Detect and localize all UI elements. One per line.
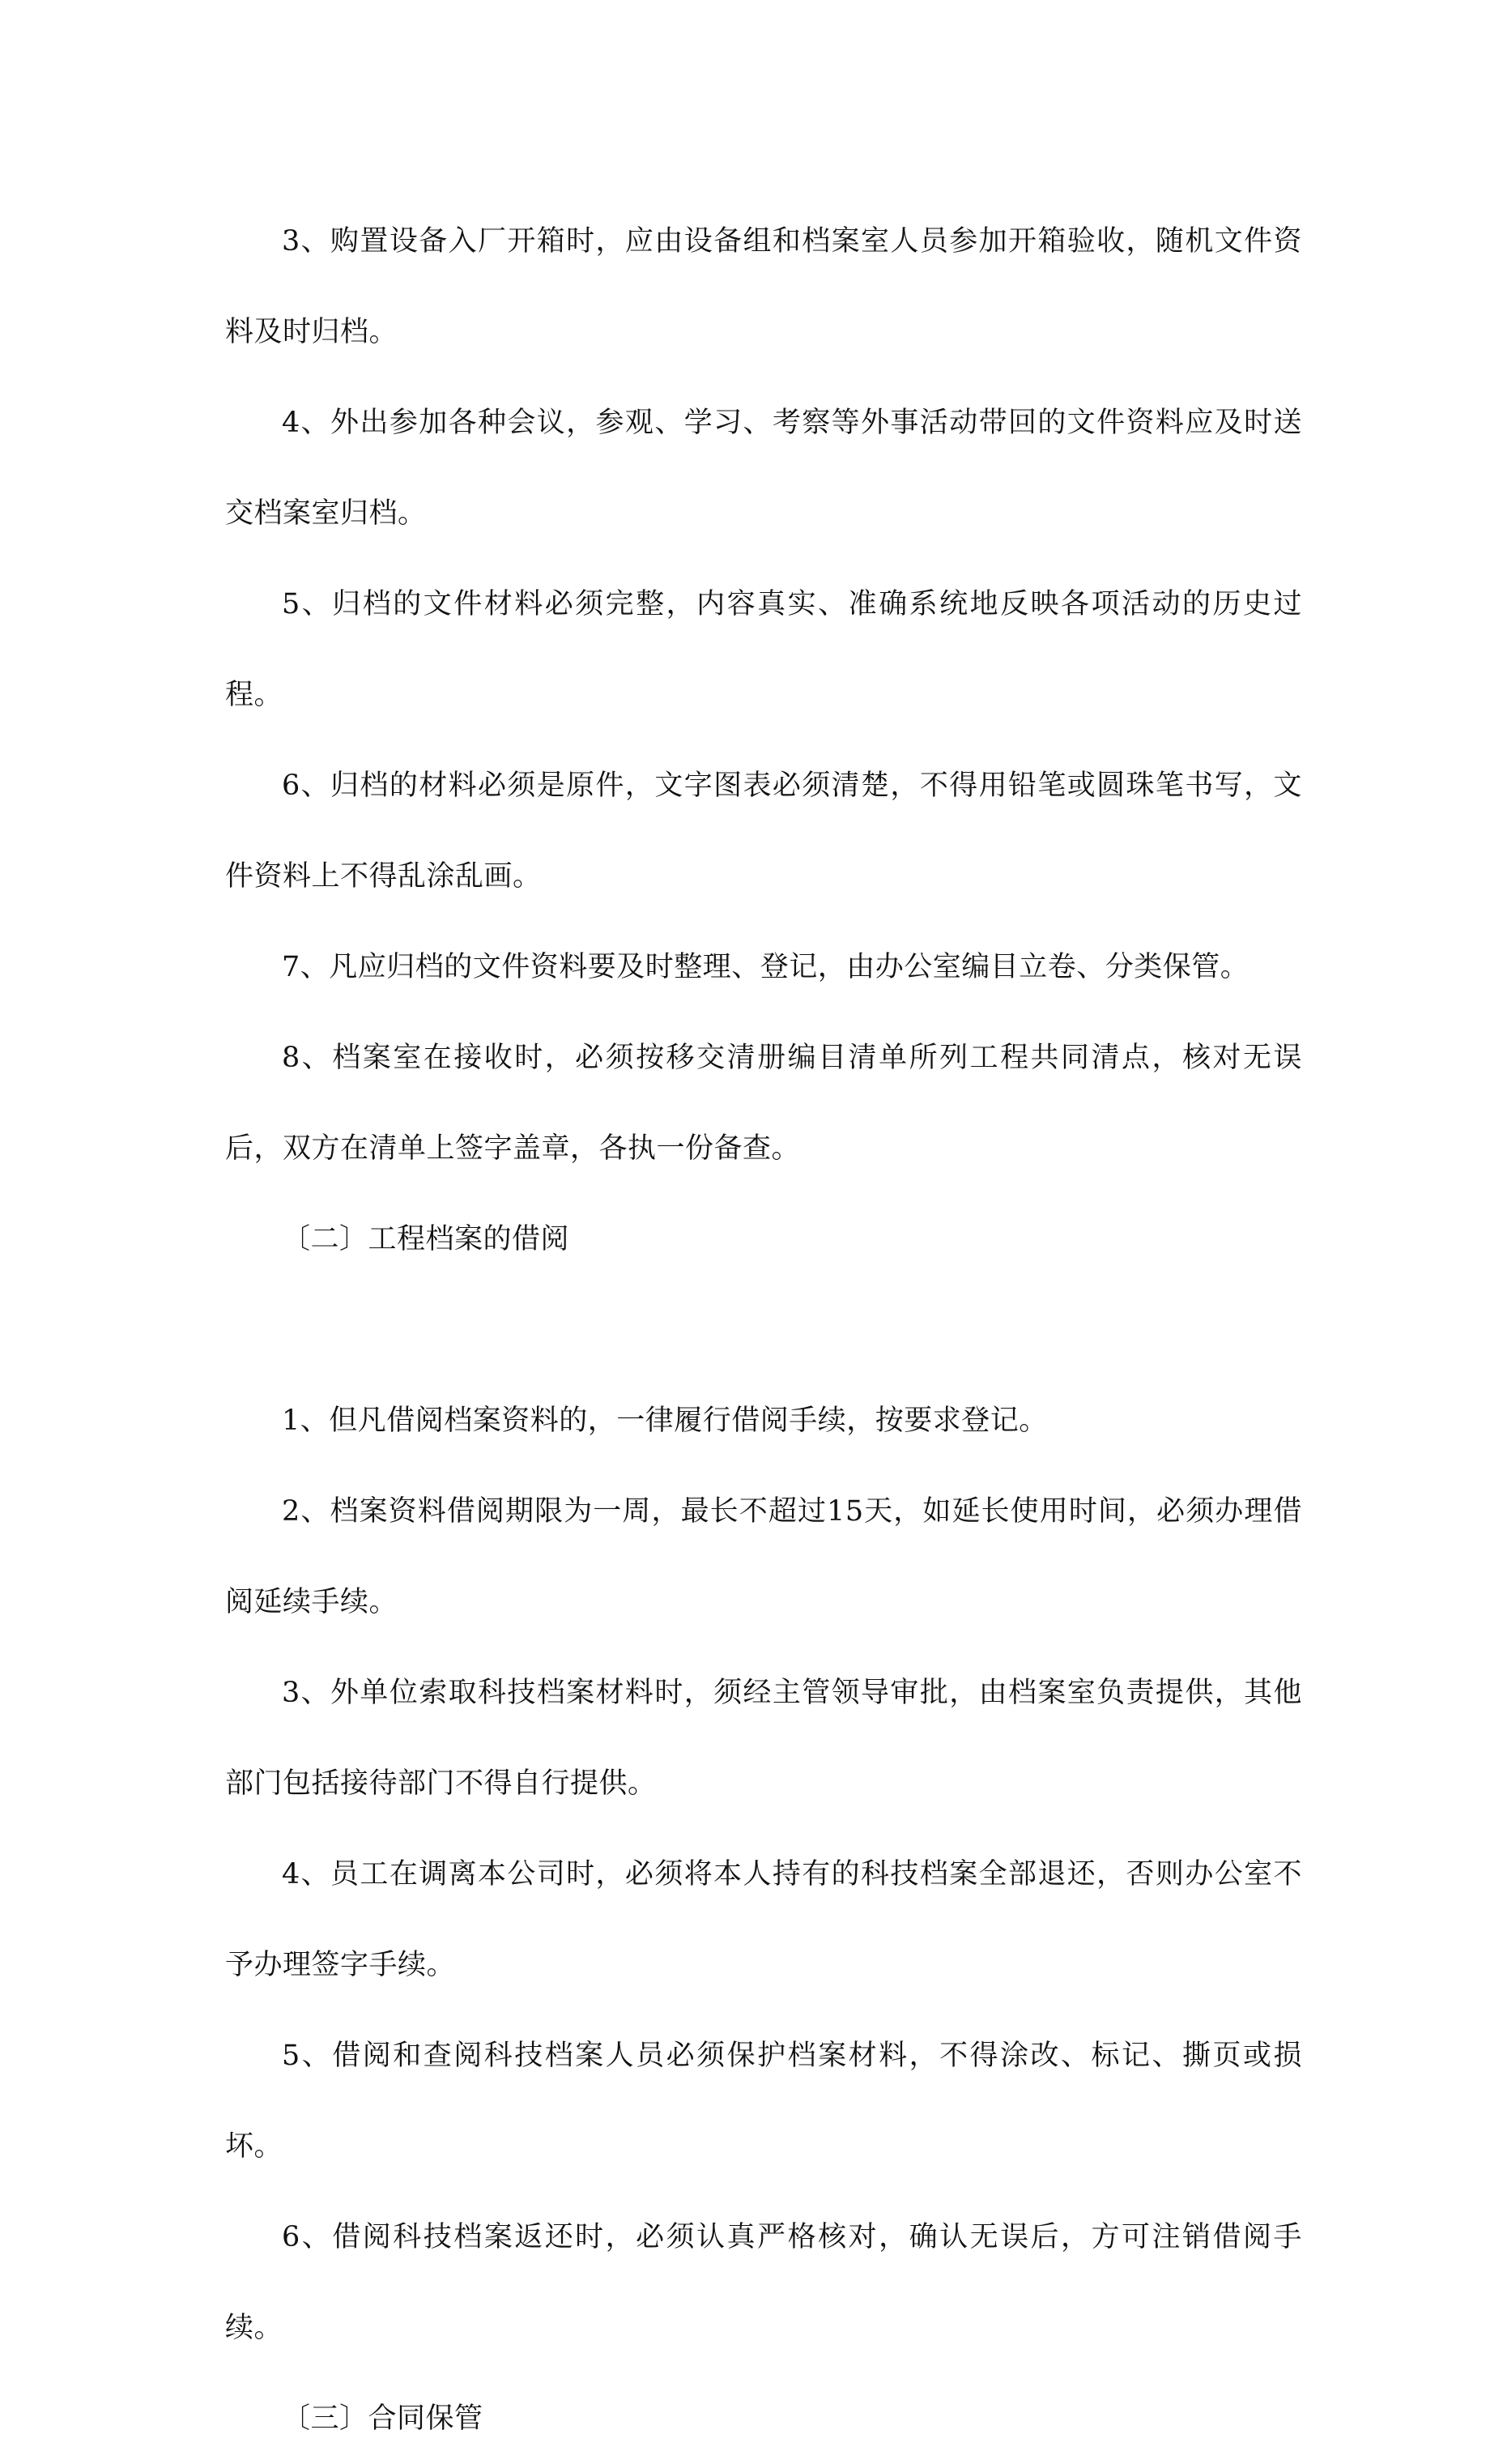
paragraph-item-8: 8、档案室在接收时，必须按移交清册编目清单所列工程共同清点，核对无误后，双方在清单上签字盖章，各执一份备查。 <box>225 1042 1302 1165</box>
borrowing-item-4: 4、员工在调离本公司时，必须将本人持有的科技档案全部退还，否则办公室不予办理签字手续。 <box>225 1858 1302 1981</box>
paragraph-item-4: 4、外出参加各种会议，参观、学习、考察等外事活动带回的文件资料应及时送交档案室归档。 <box>225 407 1302 530</box>
section-heading-contract: 〔三〕合同保管 <box>282 2402 483 2435</box>
borrowing-item-5: 5、借阅和查阅科技档案人员必须保护档案材料，不得涂改、标记、撕页或损坏。 <box>225 2040 1302 2163</box>
section-heading-borrowing: 〔二〕工程档案的借阅 <box>282 1223 570 1255</box>
paragraph-item-7: 7、凡应归档的文件资料要及时整理、登记，由办公室编目立卷、分类保管。 <box>282 951 1249 983</box>
document-body <box>225 196 1302 2464</box>
borrowing-item-1: 1、但凡借阅档案资料的，一律履行借阅手续，按要求登记。 <box>282 1405 1048 1437</box>
borrowing-item-6: 6、借阅科技档案返还时，必须认真严格核对，确认无误后，方可注销借阅手续。 <box>225 2221 1302 2344</box>
paragraph-item-6: 6、归档的材料必须是原件，文字图表必须清楚，不得用铅笔或圆珠笔书写，文件资料上不得乱涂乱画。 <box>225 769 1302 893</box>
borrowing-item-3: 3、外单位索取科技档案材料时，须经主管领导审批，由档案室负责提供，其他部门包括接待部门不得自行提供。 <box>225 1677 1302 1800</box>
borrowing-item-2: 2、档案资料借阅期限为一周，最长不超过15天，如延长使用时间，必须办理借阅延续手续。 <box>225 1495 1302 1618</box>
paragraph-item-5: 5、归档的文件材料必须完整，内容真实、准确系统地反映各项活动的历史过程。 <box>225 588 1302 711</box>
paragraph-item-3: 3、购置设备入厂开箱时，应由设备组和档案室人员参加开箱验收，随机文件资料及时归档。 <box>225 225 1302 348</box>
